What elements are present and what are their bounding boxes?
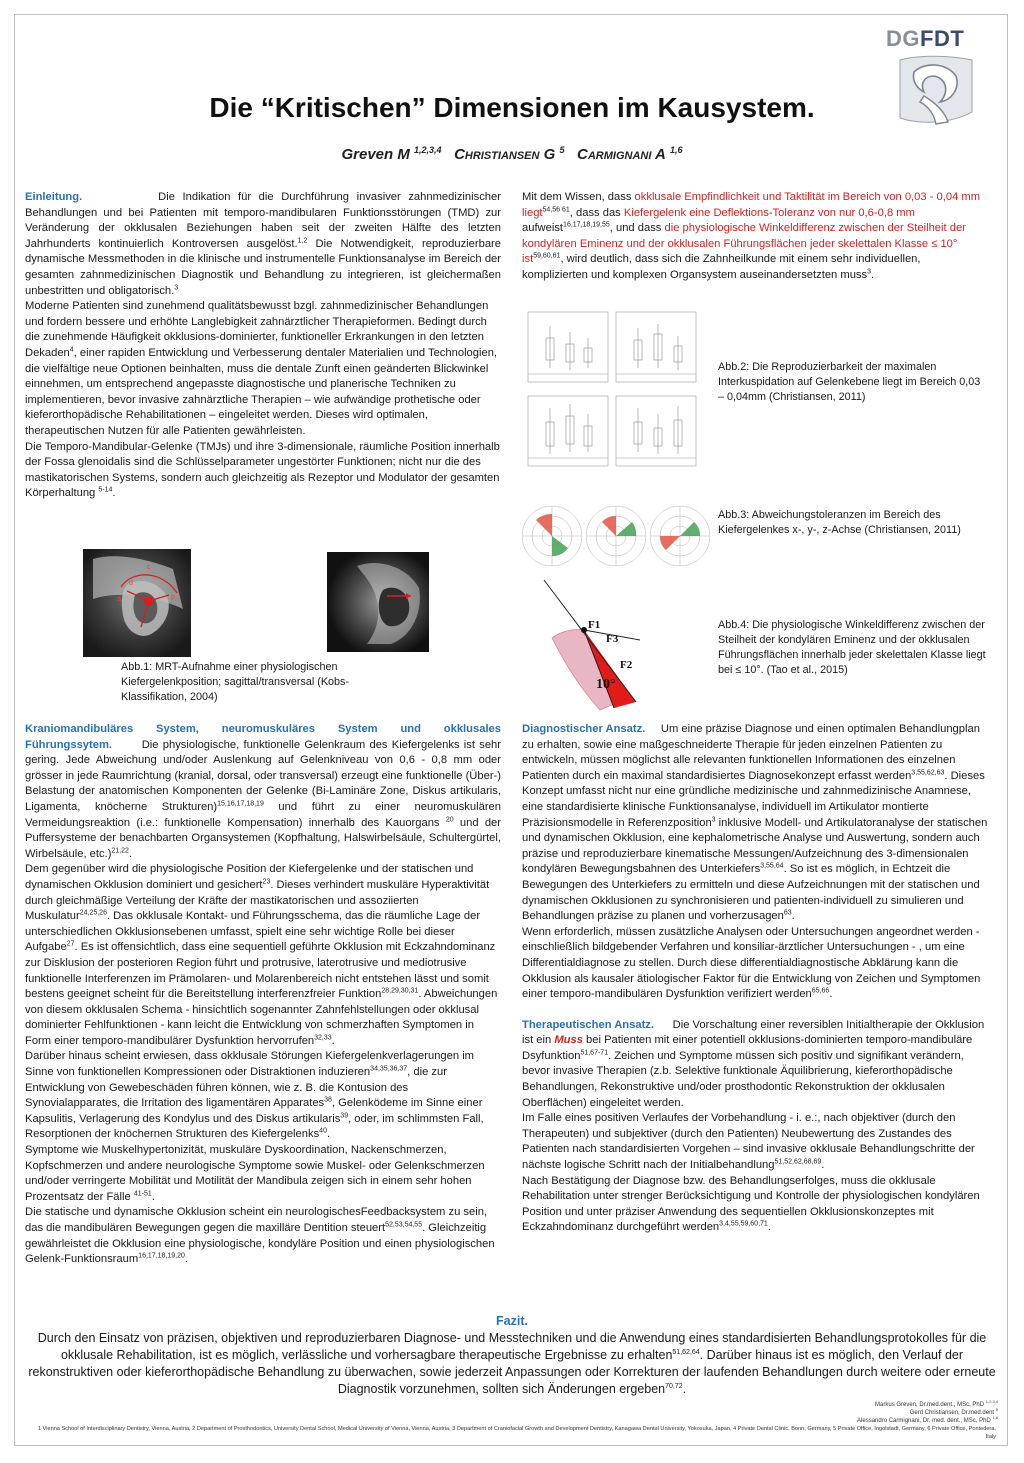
svg-text:a: a — [117, 596, 121, 603]
author-line: Greven M $^{1,2,3,4}$ Christiansen G $^5$ Carmignani A $^{1,6}$ — [341, 145, 683, 163]
boxplot-figure — [524, 310, 704, 470]
affiliations: 1 Vienna School of Interdisciplinary Dentistry, Vienna, Austria, 2 Department of Prosthodontics, University Dental School, Medical University of Vienna, Vienna, Austria, 3 Department of Craniofacial Growth and Development Dentistry, Kanagawa Dental University, Yokosuka, Japan, 4 Private Dental Clinic, Bonn, Germany, 5 Private Office, Ingolstadt, Germany, 6 Private Office, Pontedera, Italy — [37, 1426, 996, 1440]
boxplot-graphic — [524, 310, 704, 470]
section-diagnostisch: Diagnostischer Ansatz. Um eine präzise Diagnose und einen optimalen Behandlungplan zu erhalten, sowie eine maßgeschneiderte Therapie für jeden einzelnen Patienten zu entwickeln, müssen möglichst alle relevanten funktionellen Informationen des einzelnen Patienten durch ein maximal standardisiertes Diagnosekonzept erfasst werden$^{3,55,62,63}$. Dieses Konzept umfasst nicht nur eine gründliche medizinische und zahnmedizinische Anamnese, eine standardisierte klinische Funktionsanalyse, individuell im Artikulator montierte Präzisionsmodelle in Referenzposition$^3$ inklusive Modell- und Artikulatoranalyse der statischen und dynamischen Okklusion, eine kephalometrische Analyse und Auswertung, sondern auch präzise und reproduzierbare kinematische Messungen/Aufzeichnung des 3-dimensionalen kondylären Bewegungsbahnen des Unterkiefers$^{3,55,64}$. So ist es möglich, in Echtzeit die Bewegungen des Unterkiefers zu ermitteln und diese Aufzeichnungen mit der statischen und dynamischen Okklusionen zu synchronisieren und patienten-individuell zu simulieren und Behandlungen präzise zu planen und vorherzusagen$^{63}$. Wenn erforderlich, müssen zusätzliche Analysen oder Untersuchungen angeordnet werden - einschließlich bildgebender Verfahren und konsiliar-ärztlicher Untersuchungen - , um eine Differentialdiagnose zu stellen. Durch diese differentialdiagnostische Abklärung kann die Okklusion als kausaler ätiologischer Faktor für die Entwicklung von Zeichen und Symptomen einer temporo-mandibulären Dysfunktion verifiziert werden$^{65,66}$. Therapeutischen Ansatz. Die Vorschaltung einer reversiblen Initialtherapie der Okklusion ist ein Muss bei Patienten mit einer potentiell okklusions-dominierten temporo-mandibuläre Dsyfunktion$^{51,67-71}$. Zeichen und Symptome müssen sich positiv und signifikant verändern, bevor invasive Therapien (z.b. Selektive funktionale Äquilibrierung, kieferorthopädische Behandlungen, Rekonstruktive und/oder prosthodontic Rekonstruktion der okklusalen Oberflächen) eingeleitet werden. Im Falle eines positiven Verlaufes der Vorbehandlung - i. e.:, nach objektiver (durch den Therapeuten) und subjektiver (durch den Patienten) Neubewertung des Zustandes des Patienten nach standardisierten Vorgehen – sind invasive okklusale Behandlungschritte der nächste logische Schritt nach der Initialbehandlung$^{51,52,62,68,69}$. Nach Bestätigung der Diagnose bzw. des Behandlungserfolges, muss die okklusale Rehabilitation unter strenger Berücksichtigung und Kontrolle der physiologischen kondylären Position und unter präziser Anwendung des sequentiellen Okklusionskonzeptes mit Eckzahndominanz durchgeführt werden$^{3,4,55,59,60,71}$. — [522, 723, 988, 1234]
section-kraniomandibulaer: Kraniomandibuläres System, neuromuskuläres System und okklusales Führungssytem. Die physiologische, funktionelle Gelenkraum des Kiefergelenks ist sehr gering. Jede Abweichung und/oder Auslenkung auf Gelenkniveau von 0,6 - 0,8 mm oder grösser in jede Raumrichtung (kranial, dorsal, oder transversal) erzeugt eine funktionelle (Über-) Belastung der anatomischen Komponenten der Gelenke (Bi-Laminäre Zone, Diskus artikularis, Ligamenta, knöcherne Strukturen)$^{15,16,17,18,19}$ und führt zu einer neuromuskulären Vermeidungsreaktion (i.e.: funktionelle Kompensation) innerhalb des Kauorgans $^{20}$ und der Puffersysteme der benachbarten Organsystemen (Kopfhaltung, Halswirbelsäule, Schultergürtel, Wirbelsäule, etc.)$^{21,22}$. Dem gegenüber wird die physiologische Position der Kiefergelenke und der statischen und dynamischen Okklusion dominiert und gesichert$^{23}$. Dieses verhindert muskuläre Hyperaktivität durch gleichmäßige Verteilung der Kräfte der mastikatorischen und assoziierten Muskulatur$^{24,25,26}$. Das okklusale Kontakt- und Führungsschema, das die räumliche Lage der unterschiedlichen Okklusionsebenen umfasst, spielt eine sehr wichtige Rolle bei dieser Aufgabe$^{27}$. Es ist offensichtlich, dass eine sequentiell geführte Okklusion mit Eckzahndominanz zur Disklusion der posterioren Region führt und protrusive, laterotrusive und mediotrusive funktionelle Interferenzen im Prämolaren- und Molarenbereich nicht entstehen lässt und somit bestens geeignet scheint für die Bereitstellung interferenzfreier Funktion$^{28,29,30,31}$. Abweichungen von diesem okklusalen Schema - hinsichtlich sogenannter Zahnfehlstellungen oder okklusal dominierter Fehlfunktionen - kann leicht die Entwicklung von schmerzhaften Symptomen in Form einer temporo-mandibulärer Dysfunktion hervorrufen$^{32,33}$. Darüber hinaus scheint erwiesen, dass okklusale Störungen Kiefergelenkverlagerungen im Sinne von funktionellen Kompressionen oder Distraktionen induzieren$^{34,35,36,37}$, die zur Entwicklung von Gewebeschäden führen können, wie z. B. die Kontusion des Synovialapparates, die Irritation des ligamentären Apparates$^{38}$, Gelenködeme im Sinne einer Kapsulitis, Verlagerung des Kondylus und des Diskus artikularis$^{39}$, oder, im schlimmsten Fall, Resorptionen der knöchernen Strukturen des Kiefergelenks$^{40}$. Symptome wie Muskelhypertonizität, muskuläre Dyskoordination, Nackenschmerzen, Kopfschmerzen und andere neurologische Symptome sowie Muskel- oder Gelenkschmerzen und/oder verringerte Mobilität und Motilität der Mandibula zeigen sich in einem sehr hohen Prozentsatz der Fälle $^{41-51}$. Die statische und dynamische Okklusion scheint ein neurologischesFeedbacksystem zu sein, das die mandibulären Bewegungen gegen die maxilläre Dentition steuert$^{52,53,54,55}$. Gleichzeitig gewährleistet die Okklusion eine physiologische, kondyläre Position und einen physiologischen Gelenk-Funktionsraum$^{16,17,18,19,20}$. — [25, 723, 501, 1266]
heading-kraniomandibulaer: Kraniomandibuläres System, neuromuskuläres System und okklusales Führungssytem. — [25, 723, 501, 751]
angle-diagram-graphic — [540, 578, 690, 712]
author-greven: Greven M — [341, 146, 410, 163]
label-f1: F1 — [588, 619, 601, 631]
mri-sagittal-image — [83, 549, 191, 657]
poster-title: Die “Kritischen” Dimensionen im Kausystem. — [209, 92, 815, 123]
author-carmignani: Carmignani A — [577, 146, 666, 163]
label-angle: 10° — [596, 677, 616, 692]
caption-abb3: Abb.3: Abweichungstoleranzen im Bereich des Kiefergelenkes x-, y-, z-Achse (Christiansen, 2011) — [718, 509, 961, 536]
heading-einleitung: Einleitung. — [25, 191, 83, 203]
logo-part-dg: DG — [886, 26, 920, 51]
angle-diagram-figure — [540, 578, 690, 712]
label-f3: F3 — [606, 633, 619, 645]
mri-transversal-image — [327, 552, 429, 652]
tolerance-polar-figure — [516, 484, 716, 570]
logo-part-fdt: FDT — [920, 26, 965, 51]
mri-transversal-graphic — [327, 552, 429, 652]
mri-sagittal-graphic — [83, 549, 191, 657]
heading-diagnostisch: Diagnostischer Ansatz. — [522, 723, 646, 735]
author-credits: Markus Greven, Dr.med.dent., MSc, PhD $^{1,2,3,4}$ Gerd Christiansen, Dr.med.dent $^5$ Alessandro Carmignani, Dr. med. dent., MSc, PhD $^{1,6}$ — [857, 1399, 998, 1424]
section-intro-right: Mit dem Wissen, dass okklusale Empfindlichkeit und Taktilität im Bereich von 0,03 - 0,04 mm liegt$^{54,56 61}$, dass das Kiefergelenk eine Deflektions-Toleranz von nur 0,6-0,8 mm aufweist$^{16,17,18,19,55}$, und dass die physiologische Winkeldifferenz zwischen der Steilheit der kondylären Eminenz und der okklusalen Führungsflächen jeder skelettalen Klasse ≤ 10° ist$^{59,60,61}$, wird deutlich, dass sich die Zahnheilkunde mit einem sehr individuellen, komplizierten und komplexen Organsystem auseinandersetzten muss$^3$. — [522, 191, 981, 281]
author-christiansen: Christiansen G — [454, 146, 556, 163]
heading-fazit: Fazit. — [496, 1314, 528, 1328]
section-einleitung: Einleitung. Die Indikation für die Durchführung invasiver zahnmedizinischer Behandlungen und bei Patienten mit temporo-mandibularen Funktionsstörungen (TMD) zur Veränderung der okklusalen Beziehungen haben seit der zweiten Hälfte des letzten Jahrhunderts kontinuierlich Kontroversen ausgelöst.$^{1,2}$ Die Notwendigkeit, reproduzierbare dynamische Messmethoden in die klinische und instrumentelle Funktionsanalyse im Bereich der gesamten zahnmedizinischen Diagnostik und Behandlung zu integrieren, ist gleichermaßen unbestritten und obligatorisch.$^3$ Moderne Patienten sind zunehmend qualitätsbewusst bzgl. zahnmedizinischer Behandlungen und fordern bessere und erhöhte Langlebigkeit zahnärztlicher Therapieformen. Bedingt durch die zunehmende Häufigkeit okklusions-dominierter, funktioneller Erkrankungen in den letzten Dekaden$^4$, einer rapiden Entwicklung und Verbesserung dentaler Materialien und Technologien, die vielfältige neue Optionen beinhalten, muss die dentale Zunft einen geänderten Blickwinkel einnehmen, um entsprechend angepasste diagnostische und planerische Techniken zu implementieren, bevor invasive zahnärztliche Therapien – wie aufwändige prothetische oder kieferorthopädische Rehabilitationen – eingeleitet werden. Dieses wird optimalen, therapeutischen Nutzen für alle Patienten gewährleisten. Die Temporo-Mandibular-Gelenke (TMJs) und ihre 3-dimensionale, räumliche Position innerhalb der Fossa glenoidalis sind die Schlüsselparameter ungestörter Funktionen; nicht nur die des mastikatorischen Systems, sondern auch gleichzeitig als Rezeptor und Modulator der gesamten Körperhaltung $^{5-14}$. — [25, 191, 501, 500]
svg-text:p: p — [171, 594, 175, 601]
muss-highlight: Muss — [554, 1034, 583, 1047]
caption-abb2: Abb.2: Die Reproduzierbarkeit der maximalen Interkuspidation auf Gelenkebene liegt im Bereich 0,03 – 0,04mm (Christiansen, 2011) — [718, 361, 981, 403]
svg-text:d: d — [129, 580, 133, 587]
caption-abb1: Abb.1: MRT-Aufnahme einer physiologischen Kiefergelenkposition; sagittal/transversal (Kobs-Klassifikation, 2004) — [121, 661, 350, 703]
caption-abb4: Abb.4: Die physiologische Winkeldifferenz zwischen der Steilheit der kondylären Eminenz und der okklusalen Führungsflächen innerhalb jeder skelettalen Klasse liegt bei ≤ 10°. (Tao et al., 2015) — [718, 619, 986, 676]
section-fazit: Durch den Einsatz von präzisen, objektiven und reproduzierbaren Diagnose- und Messtechniken und die Anwendung eines standardisierten Behandlungsprotokolles für die okklusale Rehabilitation, ist es möglich, verlässliche und vorhersagbare therapeutische Ergebnisse zu erhalten$^{51,62,64}$. Darüber hinaus ist es möglich, den Verlauf der rekonstruktiven oder kieferorthopädische Behandlung zu überwachen, sowie jederzeit Anpassungen oder Korrekturen der laufenden Behandlungen durch weitere oder erneute Diagnostik vorzunehmen, sollten sich Änderungen ergeben$^{70,72}$. — [28, 1331, 996, 1396]
label-f2: F2 — [620, 659, 633, 671]
heading-therapeutisch: Therapeutischen Ansatz. — [522, 1018, 654, 1031]
tolerance-polar-graphic — [516, 484, 716, 570]
svg-text:c: c — [147, 564, 151, 571]
